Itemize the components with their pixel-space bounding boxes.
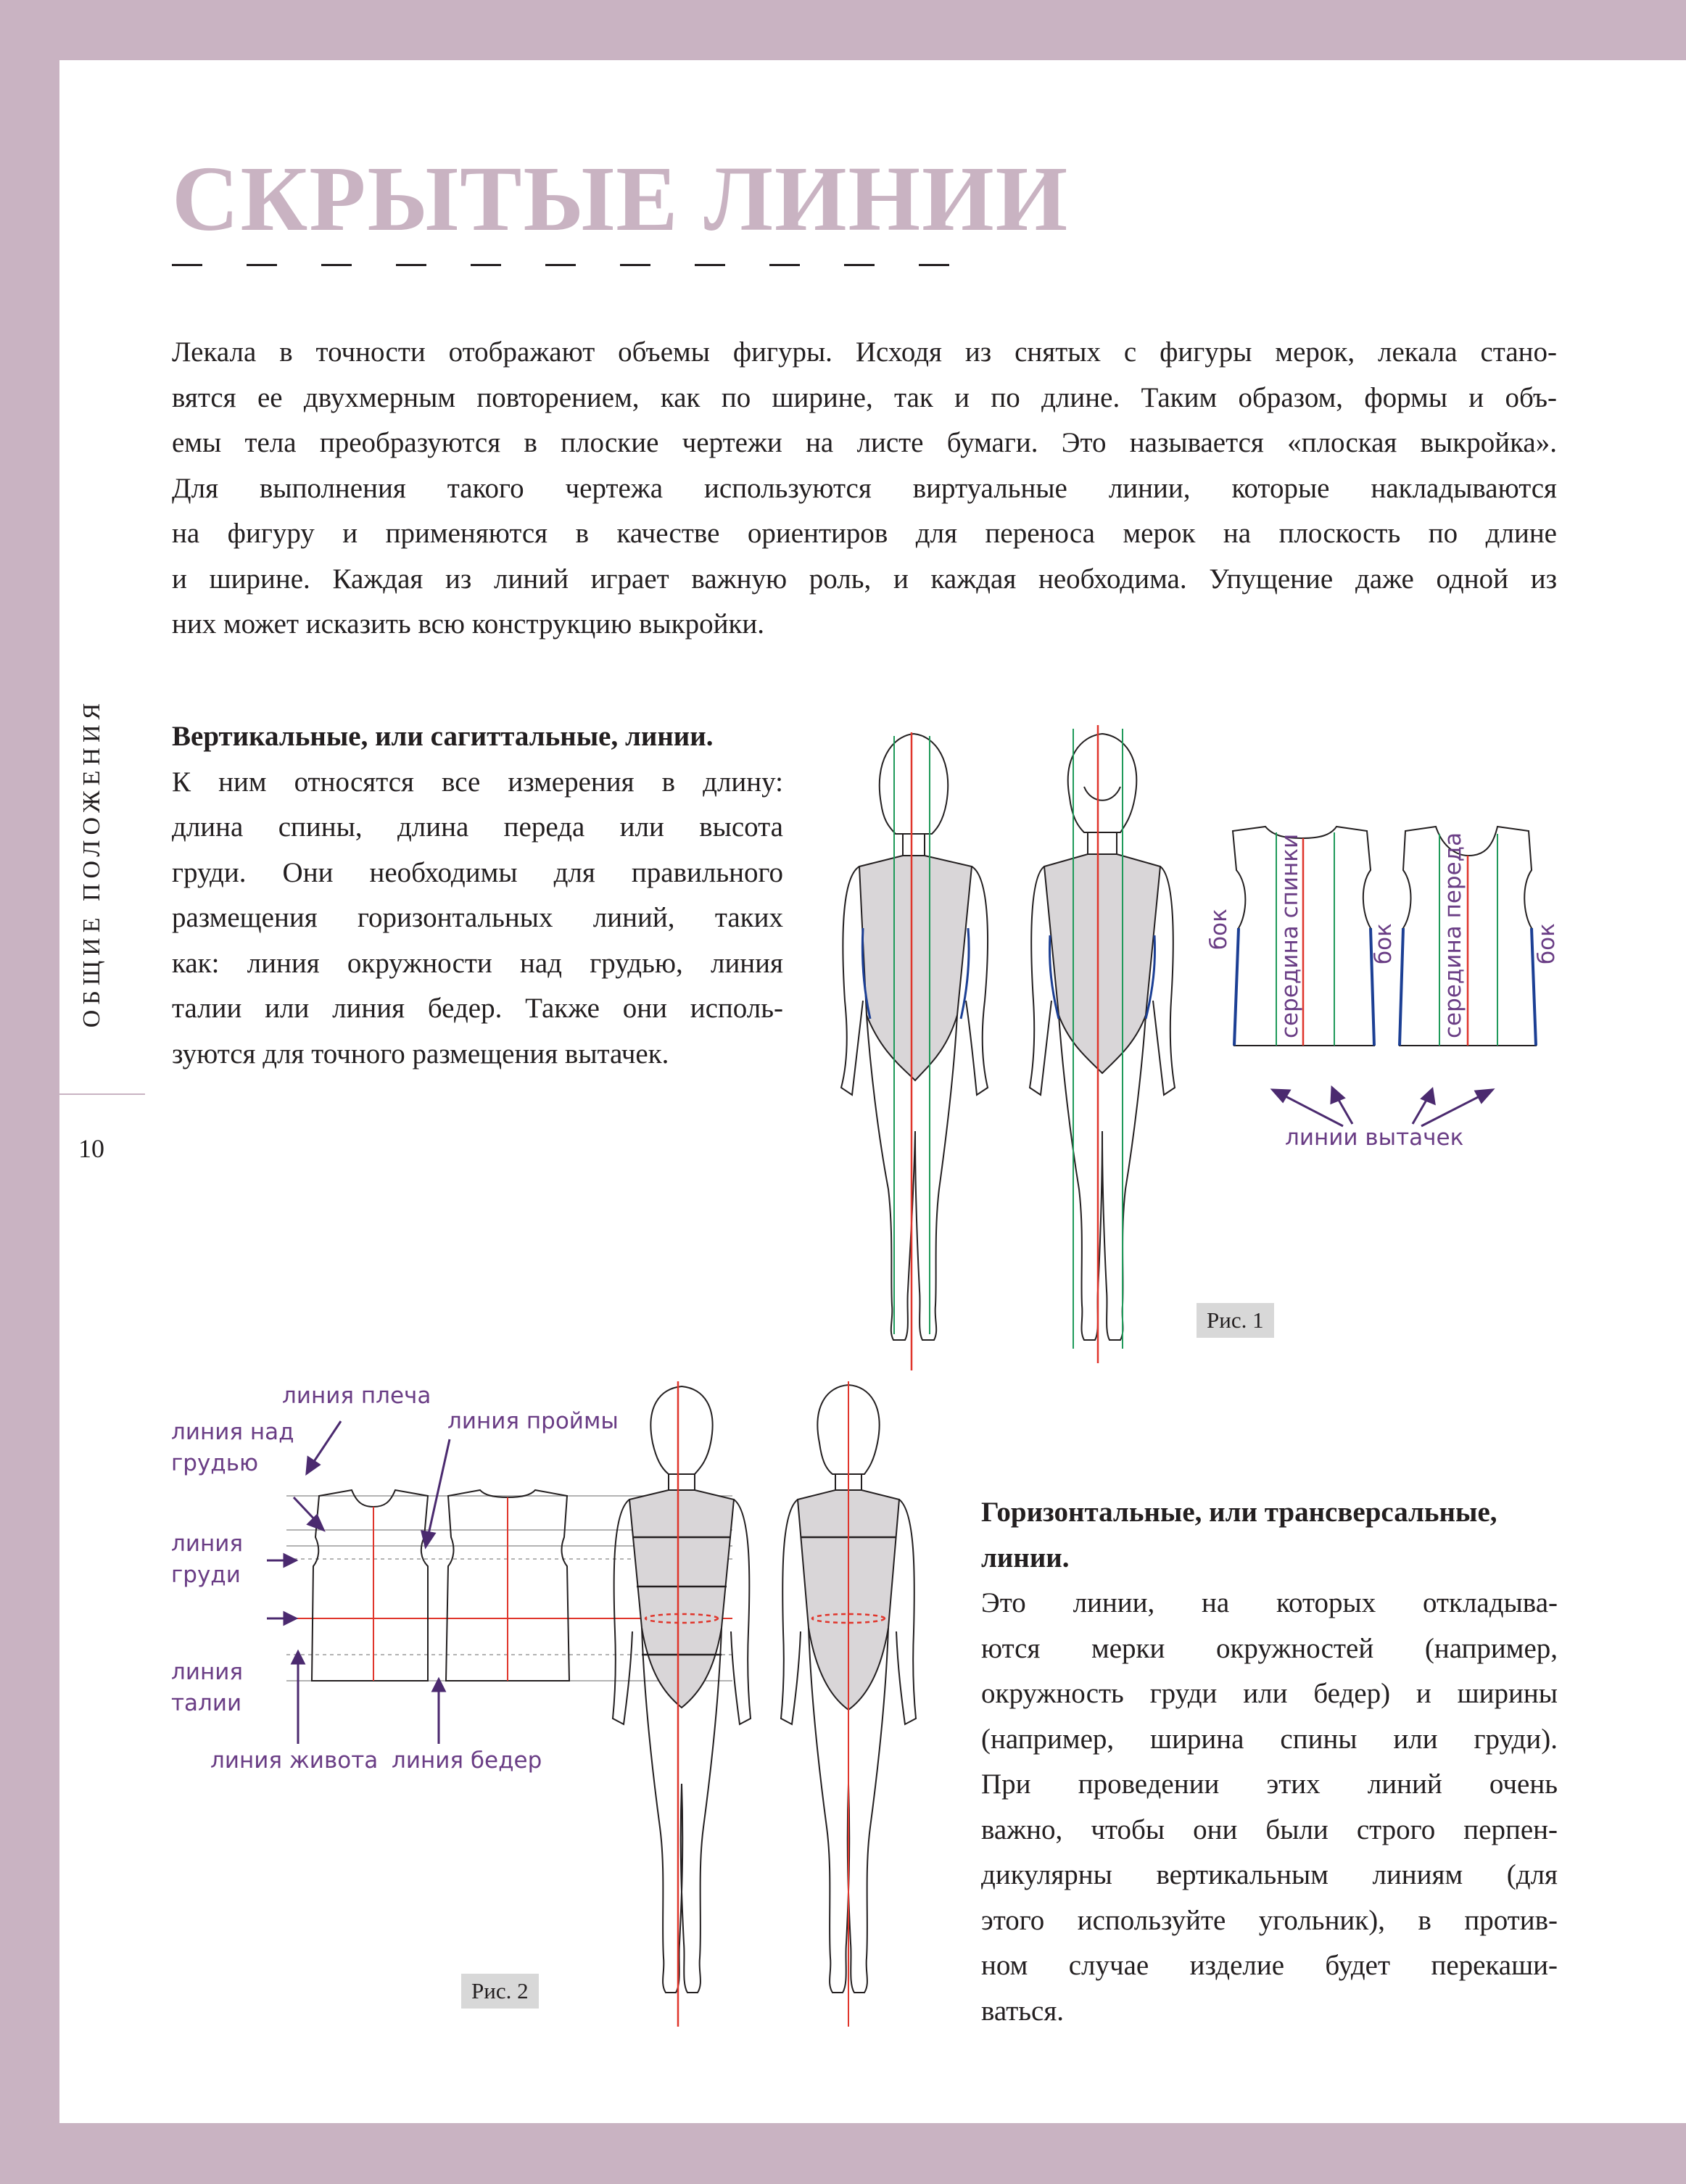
intro-line: Для выполнения такого чертежа используются виртуальные линии, которые накладываются xyxy=(172,472,1557,504)
vertical-line: как: линия окружности над грудью, линия xyxy=(172,947,783,979)
figure-2-caption: Рис. 2 xyxy=(461,1974,539,2009)
label-side-right: бок xyxy=(1534,923,1560,964)
label-above-bust-line-2: грудью xyxy=(171,1450,259,1476)
horizontal-lines-heading-2: линии. xyxy=(981,1542,1070,1573)
vertical-line: зуются для точного размещения вытачек. xyxy=(172,1038,669,1070)
horizontal-line: Это линии, на которых откладыва- xyxy=(981,1587,1558,1618)
label-dart-lines: линии вытачек xyxy=(1285,1125,1464,1151)
intro-line: вятся ее двухмерным повторением, как по ширине, так и по длине. Таким образом, формы и объ- xyxy=(172,381,1557,413)
horizontal-lines-heading: Горизонтальные, или трансверсальные, xyxy=(981,1497,1497,1528)
label-hip-line: линия бедер xyxy=(392,1747,542,1774)
figure-2-illustration xyxy=(160,1370,972,2038)
horizontal-line: этого используйте угольник), в против- xyxy=(981,1904,1558,1936)
intro-line: них может исказить всю конструкцию выкройки. xyxy=(172,608,765,640)
horizontal-line: дикулярны вертикальным линиям (для xyxy=(981,1859,1558,1890)
label-waist-line-2: талии xyxy=(171,1690,242,1716)
page-title: СКРЫТЫЕ ЛИНИИ xyxy=(172,147,1070,250)
horizontal-line: (например, ширина спины или груди). xyxy=(981,1723,1558,1755)
figure-2-front-pattern xyxy=(446,1490,569,1681)
front-body-figure xyxy=(1030,734,1175,1340)
section-name-vertical: ОБЩИЕ ПОЛОЖЕНИЯ xyxy=(78,698,105,1028)
label-shoulder-line: линия плеча xyxy=(282,1383,431,1409)
vertical-line: длина спины, длина переда или высота xyxy=(172,811,783,843)
vertical-line: К ним относятся все измерения в длину: xyxy=(172,766,783,798)
horizontal-line: При проведении этих линий очень xyxy=(981,1769,1558,1800)
vertical-lines-heading: Вертикальные, или сагиттальные, линии. xyxy=(172,721,714,752)
figure-2-back-pattern xyxy=(312,1490,428,1681)
title-underline-dashes xyxy=(172,264,949,266)
vertical-line: размещения горизонтальных линий, таких xyxy=(172,902,783,933)
vertical-line: талии или линия бедер. Также они исполь- xyxy=(172,993,783,1024)
horizontal-line: окружность груди или бедер) и ширины xyxy=(981,1678,1558,1709)
intro-line: Лекала в точности отображают объемы фигуры. Исходя из снятых с фигуры мерок, лекала стано- xyxy=(172,336,1557,368)
horizontal-line: ном случае изделие будет перекаши- xyxy=(981,1950,1558,1981)
horizontal-line: ются мерки окружностей (например, xyxy=(981,1632,1558,1664)
vertical-line: груди. Они необходимы для правильного xyxy=(172,856,783,888)
intro-paragraph xyxy=(172,330,1557,648)
label-bust-line-2: груди xyxy=(171,1562,241,1588)
label-waist-line: линия xyxy=(171,1659,244,1685)
figure-1-illustration xyxy=(798,718,1566,1399)
horizontal-lines-paragraph xyxy=(981,1490,1558,2034)
figure-2-back-body xyxy=(781,1381,916,2027)
label-armhole-line: линия проймы xyxy=(447,1408,619,1434)
label-belly-line: линия живота xyxy=(210,1747,379,1774)
side-divider xyxy=(59,1093,145,1095)
figure-1-caption: Рис. 1 xyxy=(1197,1303,1274,1338)
back-body-figure xyxy=(841,734,988,1340)
figure-2-front-body xyxy=(613,1381,751,2027)
label-back-center: середина спинки xyxy=(1277,833,1303,1038)
label-side-left: бок xyxy=(1206,909,1232,950)
label-above-bust-line: линия над xyxy=(171,1419,294,1445)
label-bust-line: линия xyxy=(171,1531,244,1557)
horizontal-line: ваться. xyxy=(981,1995,1065,2027)
page-number: 10 xyxy=(78,1134,104,1163)
label-front-center: середина переда xyxy=(1440,832,1466,1038)
intro-line: и ширине. Каждая из линий играет важную роль, и каждая необходима. Упущение даже одной из xyxy=(172,563,1557,595)
vertical-lines-paragraph xyxy=(172,714,783,1077)
intro-line: на фигуру и применяются в качестве ориентиров для переноса мерок на плоскость по длине xyxy=(172,518,1557,549)
horizontal-line: важно, чтобы они были строго перпен- xyxy=(981,1813,1558,1845)
label-side-middle: бок xyxy=(1371,923,1397,964)
intro-line: емы тела преобразуются в плоские чертежи на листе бумаги. Это называется «плоская выкройка». xyxy=(172,427,1557,458)
